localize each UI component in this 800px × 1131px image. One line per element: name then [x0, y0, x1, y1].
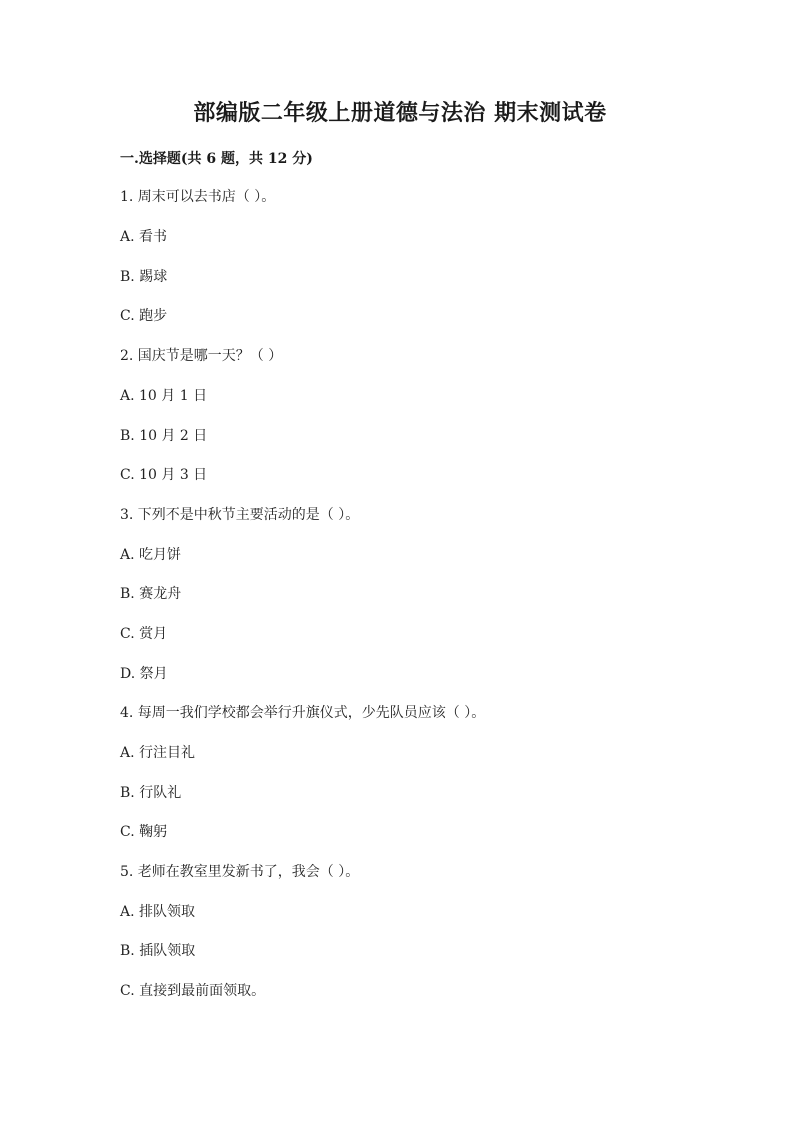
question-2-stem: 2. 国庆节是哪一天？（ ）	[120, 348, 283, 364]
section-heading: 一.选择题(共 6 题，共 12 分)	[120, 151, 313, 167]
question-2-option-a: A. 10 月 1 日	[120, 388, 208, 404]
question-4-option-b: B. 行队礼	[120, 785, 182, 801]
question-1-option-c: C. 跑步	[120, 308, 168, 324]
question-1-option-a: A. 看书	[120, 229, 168, 245]
question-2-option-c: C. 10 月 3 日	[120, 467, 208, 483]
question-5-option-c: C. 直接到最前面领取。	[120, 983, 266, 999]
question-5-option-b: B. 插队领取	[120, 943, 196, 959]
question-3-option-a: A. 吃月饼	[120, 547, 182, 563]
question-5-option-a: A. 排队领取	[120, 904, 196, 920]
question-1-option-b: B. 踢球	[120, 269, 168, 285]
question-3-option-b: B. 赛龙舟	[120, 586, 182, 602]
question-3-option-d: D. 祭月	[120, 666, 168, 682]
question-3-option-c: C. 赏月	[120, 626, 168, 642]
exam-title: 部编版二年级上册道德与法治 期末测试卷	[193, 100, 607, 126]
question-3-stem: 3. 下列不是中秋节主要活动的是（ ）。	[120, 507, 360, 523]
question-4-stem: 4. 每周一我们学校都会举行升旗仪式，少先队员应该（ ）。	[120, 705, 486, 721]
question-5-stem: 5. 老师在教室里发新书了，我会（ ）。	[120, 864, 360, 880]
question-4-option-c: C. 鞠躬	[120, 824, 168, 840]
question-2-option-b: B. 10 月 2 日	[120, 428, 208, 444]
question-4-option-a: A. 行注目礼	[120, 745, 196, 761]
question-1-stem: 1. 周末可以去书店（ ）。	[120, 189, 276, 205]
